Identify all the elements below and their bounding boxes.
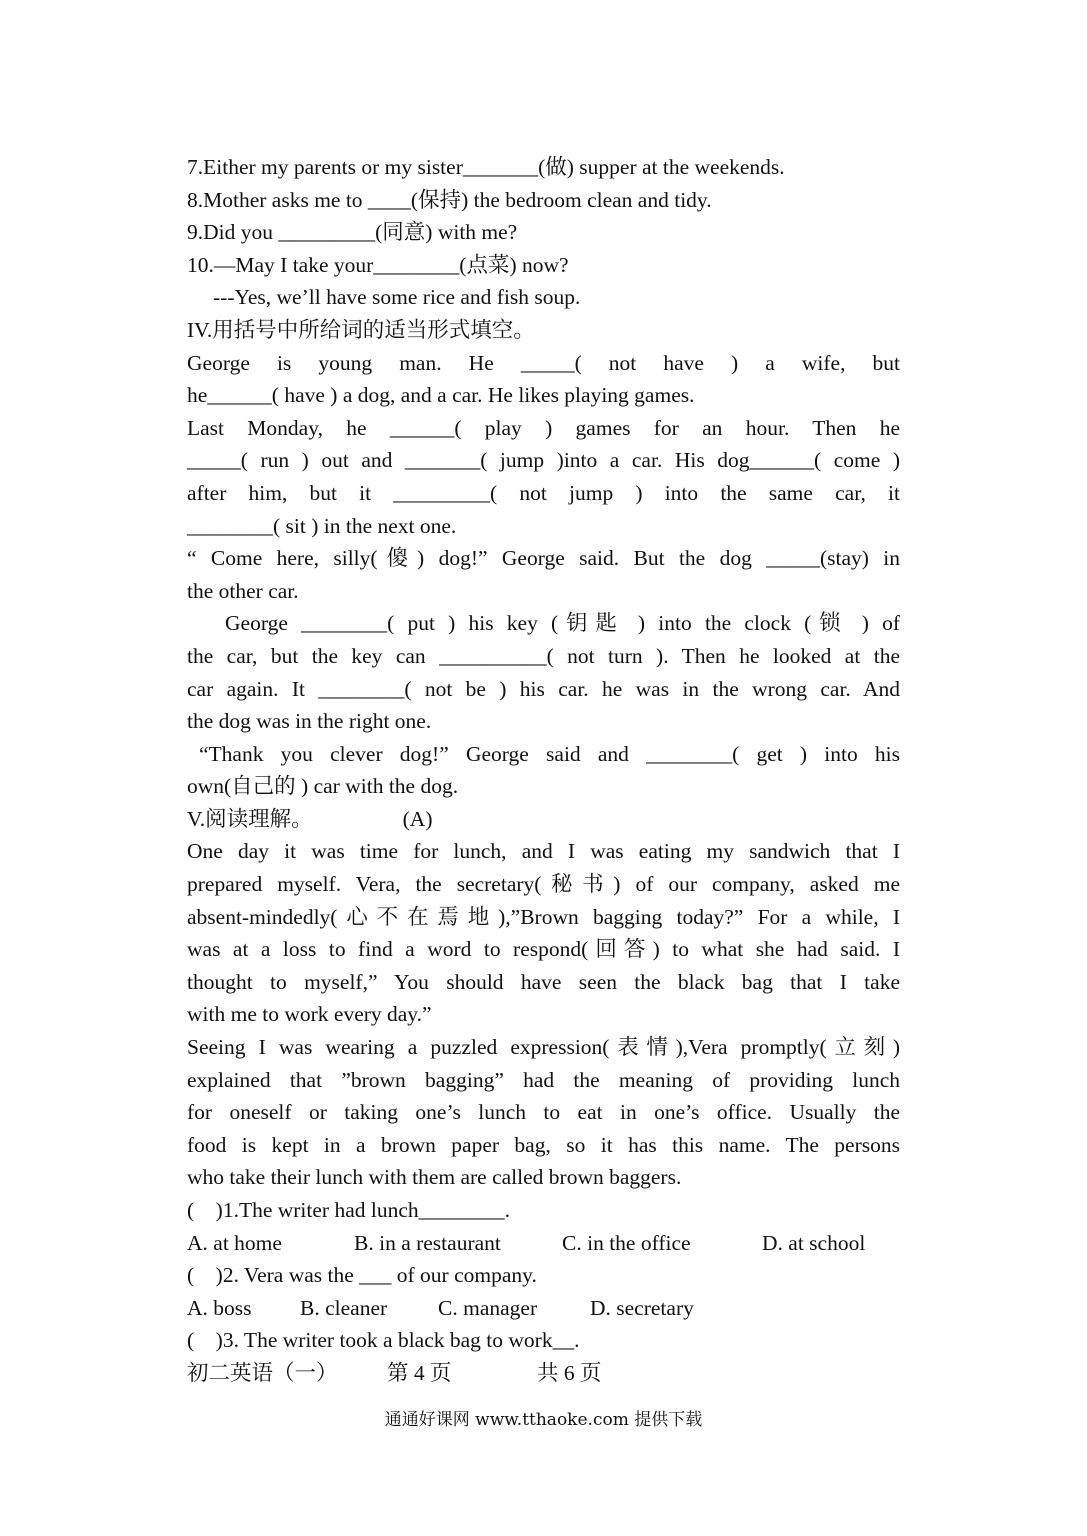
footer-page-number: 第 4 页 — [387, 1360, 452, 1385]
passage-line: ________( sit ) in the next one. — [187, 513, 457, 538]
option-d: D. secretary — [590, 1295, 694, 1320]
reading-line: food is kept in a brown paper bag, so it has this name. The persons — [187, 1132, 900, 1157]
section-4-heading: IV.用括号中所给词的适当形式填空。 — [187, 317, 535, 342]
passage-line: the other car. — [187, 578, 299, 603]
question-9: 9.Did you _________(同意) with me? — [187, 220, 518, 245]
question-10-reply: ---Yes, we’ll have some rice and fish soup. — [213, 285, 581, 310]
passage-line: the car, but the key can __________( not turn ). Then he looked at the — [187, 643, 900, 668]
option-c: C. in the office — [562, 1230, 691, 1255]
question-2-options — [187, 1292, 900, 1325]
passage-line: car again. It ________( not be ) his car. he was in the wrong car. And — [187, 676, 900, 701]
footer-subject: 初二英语（一） — [187, 1360, 338, 1385]
reading-line: for oneself or taking one’s lunch to eat in one’s office. Usually the — [187, 1100, 900, 1125]
question-1-options — [187, 1227, 900, 1260]
question-7: 7.Either my parents or my sister_______(做) supper at the weekends. — [187, 155, 785, 179]
passage-label: (A) — [402, 806, 433, 831]
reading-line: who take their lunch with them are called brown baggers. — [187, 1165, 682, 1190]
passage-line: the dog was in the right one. — [187, 709, 432, 734]
reading-line: explained that ”brown bagging” had the meaning of providing lunch — [187, 1067, 900, 1092]
footer-total-pages: 共 6 页 — [537, 1360, 602, 1385]
reading-line: prepared myself. Vera, the secretary(秘书) of our company, asked me — [187, 872, 900, 897]
question-10: 10.—May I take your________(点菜) now? — [187, 252, 569, 277]
reading-question-1: ( )1.The writer had lunch________. — [187, 1198, 511, 1222]
section-5-heading — [187, 803, 900, 836]
passage-line: “ Come here, silly(傻) dog!” George said. But the dog _____(stay) in — [187, 546, 900, 571]
option-b: B. in a restaurant — [354, 1230, 501, 1255]
page-content — [187, 151, 900, 1390]
question-8: 8.Mother asks me to ____(保持) the bedroom clean and tidy. — [187, 187, 712, 212]
passage-line: after him, but it _________( not jump ) into the same car, it — [187, 480, 900, 505]
passage-line: own(自己的 ) car with the dog. — [187, 774, 459, 799]
passage-line: _____( run ) out and _______( jump )into a car. His dog______( come ) — [187, 448, 900, 473]
option-a: A. boss — [187, 1295, 252, 1320]
reading-line: Seeing I was wearing a puzzled expression(表情),Vera promptly(立刻) — [187, 1035, 900, 1060]
download-credit: 通通好课网 www.tthaoke.com 提供下载 — [384, 1410, 703, 1430]
reading-line: was at a loss to find a word to respond(回答) to what she had said. I — [187, 937, 900, 962]
reading-line: with me to work every day.” — [187, 1002, 432, 1027]
reading-line: One day it was time for lunch, and I was eating my sandwich that I — [187, 839, 900, 864]
option-b: B. cleaner — [300, 1295, 388, 1320]
page-footer — [187, 1357, 900, 1390]
option-a: A. at home — [187, 1230, 282, 1255]
passage-line: “Thank you clever dog!” George said and ________( get ) into his — [199, 741, 900, 766]
reading-question-3: ( )3. The writer took a black bag to work__. — [187, 1328, 580, 1353]
reading-line: absent-mindedly(心不在焉地),”Brown bagging today?” For a while, I — [187, 904, 900, 929]
option-d: D. at school — [762, 1230, 866, 1255]
passage-line: he______( have ) a dog, and a car. He likes playing games. — [187, 383, 695, 408]
passage-line: George ________( put ) his key (钥匙 ) into the clock (锁 ) of — [225, 611, 900, 636]
reading-question-2: ( )2. Vera was the ___ of our company. — [187, 1263, 537, 1288]
option-c: C. manager — [438, 1295, 538, 1320]
reading-line: thought to myself,” You should have seen the black bag that I take — [187, 969, 900, 994]
passage-line: Last Monday, he ______( play ) games for an hour. Then he — [187, 415, 900, 440]
section-5-title: V.阅读理解。 — [187, 806, 313, 831]
passage-line: George is young man. He _____( not have ) a wife, but — [187, 350, 900, 375]
